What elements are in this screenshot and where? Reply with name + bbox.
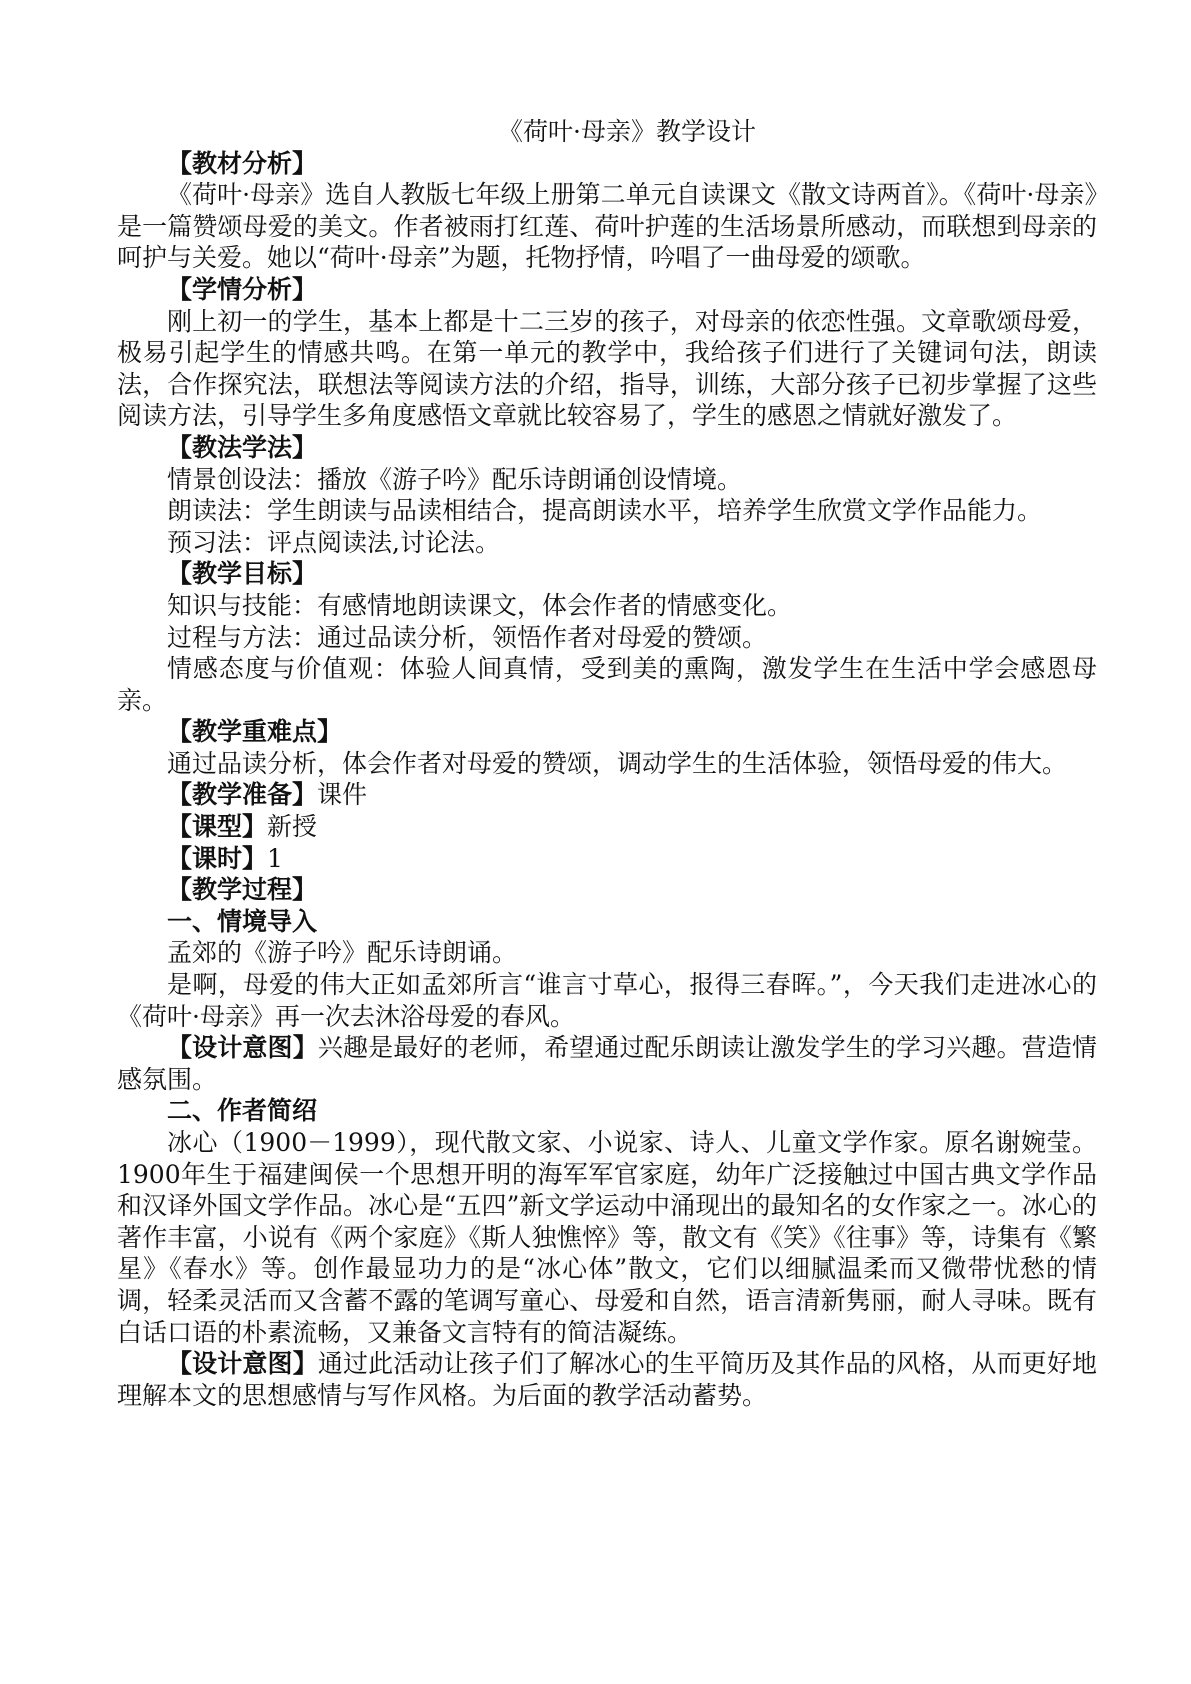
intent-label: 【设计意图】 bbox=[167, 1033, 318, 1063]
paragraph-intro-poem: 孟郊的《游子吟》配乐诗朗诵。 bbox=[167, 938, 518, 968]
heading-student-analysis: 【学情分析】 bbox=[167, 274, 318, 304]
paragraph-author-intent bbox=[117, 1348, 1097, 1411]
heading-lesson-type: 【课型】 bbox=[167, 812, 268, 842]
paragraph-material-analysis: 《荷叶·母亲》选自人教版七年级上册第二单元自读课文《散文诗两首》。《荷叶·母亲》是一篇赞颂母爱的美文。作者被雨打红莲、荷叶护莲的生活场景所感动，而联想到母亲的呵护与关爱。她以“荷叶·母亲”为题，托物抒情，吟唱了一曲母爱的颂歌。 bbox=[117, 180, 1097, 273]
document-body bbox=[117, 116, 1097, 1411]
line-lesson-type bbox=[117, 811, 1097, 843]
line-periods bbox=[117, 843, 1097, 875]
intent-text: 兴趣是最好的老师，希望通过配乐朗读让激发学生的学习兴趣。营造情感氛围。 bbox=[117, 1033, 1097, 1094]
heading-methods: 【教法学法】 bbox=[167, 432, 318, 462]
paragraph-student-analysis: 刚上初一的学生，基本上都是十二三岁的孩子，对母亲的依恋性强。文章歌颂母爱，极易引起学生的情感共鸣。在第一单元的教学中，我给孩子们进行了关键词句法，朗读法，合作探究法，联想法等阅读方法的介绍，指导，训练，大部分孩子已初步掌握了这些阅读方法，引导学生多角度感悟文章就比较容易了，学生的感恩之情就好激发了。 bbox=[117, 306, 1097, 431]
heading-process: 【教学过程】 bbox=[167, 875, 318, 905]
paragraph-method-preview: 预习法：评点阅读法,讨论法。 bbox=[167, 527, 500, 557]
preparation-value: 课件 bbox=[317, 780, 368, 810]
paragraph-intro-intent bbox=[117, 1032, 1097, 1095]
heading-material-analysis: 【教材分析】 bbox=[167, 148, 318, 178]
paragraph-key-points: 通过品读分析，体会作者对母爱的赞颂，调动学生的生活体验，领悟母爱的伟大。 bbox=[167, 748, 1068, 778]
periods-value: 1 bbox=[267, 843, 283, 873]
heading-key-points: 【教学重难点】 bbox=[167, 717, 343, 747]
heading-periods: 【课时】 bbox=[167, 843, 268, 873]
lesson-type-value: 新授 bbox=[267, 812, 318, 842]
heading-goals: 【教学目标】 bbox=[167, 559, 318, 589]
heading-preparation: 【教学准备】 bbox=[167, 780, 318, 810]
paragraph-method-scene: 情景创设法：播放《游子吟》配乐诗朗诵创设情境。 bbox=[167, 464, 743, 494]
heading-section-intro: 一、情境导入 bbox=[167, 906, 318, 936]
document-title: 《荷叶·母亲》教学设计 bbox=[498, 117, 756, 146]
paragraph-author-bio: 冰心（1900－1999），现代散文家、小说家、诗人、儿童文学作家。原名谢婉莹。1900年生于福建闽侯一个思想开明的海军军官家庭，幼年广泛接触过中国古典文学作品和汉译外国文学作品。冰心是“五四”新文学运动中涌现出的最知名的女作家之一。冰心的著作丰富，小说有《两个家庭》《斯人独憔悴》等，散文有《笑》《往事》等，诗集有《繁星》《春水》等。创作最显功力的是“冰心体”散文，它们以细腻温柔而又微带忧愁的情调，轻柔灵活而又含蓄不露的笔调写童心、母爱和自然，语言清新隽丽，耐人寻味。既有白话口语的朴素流畅，又兼备文言特有的简洁凝练。 bbox=[117, 1128, 1097, 1347]
paragraph-intro-text: 是啊，母爱的伟大正如孟郊所言“谁言寸草心，报得三春晖。”，今天我们走进冰心的《荷叶·母亲》再一次去沐浴母爱的春风。 bbox=[117, 970, 1097, 1031]
line-preparation bbox=[117, 779, 1097, 811]
paragraph-method-reading: 朗读法：学生朗读与品读相结合，提高朗读水平，培养学生欣赏文学作品能力。 bbox=[167, 496, 1043, 526]
paragraph-goal-emotion: 情感态度与价值观：体验人间真情，受到美的熏陶，激发学生在生活中学会感恩母亲。 bbox=[117, 654, 1097, 715]
intent-label: 【设计意图】 bbox=[167, 1349, 318, 1379]
intent-text: 通过此活动让孩子们了解冰心的生平简历及其作品的风格，从而更好地理解本文的思想感情与写作风格。为后面的教学活动蓄势。 bbox=[117, 1349, 1097, 1410]
heading-section-author: 二、作者简绍 bbox=[167, 1096, 318, 1126]
paragraph-goal-process: 过程与方法：通过品读分析，领悟作者对母爱的赞颂。 bbox=[167, 622, 768, 652]
paragraph-goal-knowledge: 知识与技能：有感情地朗读课文，体会作者的情感变化。 bbox=[167, 590, 793, 620]
